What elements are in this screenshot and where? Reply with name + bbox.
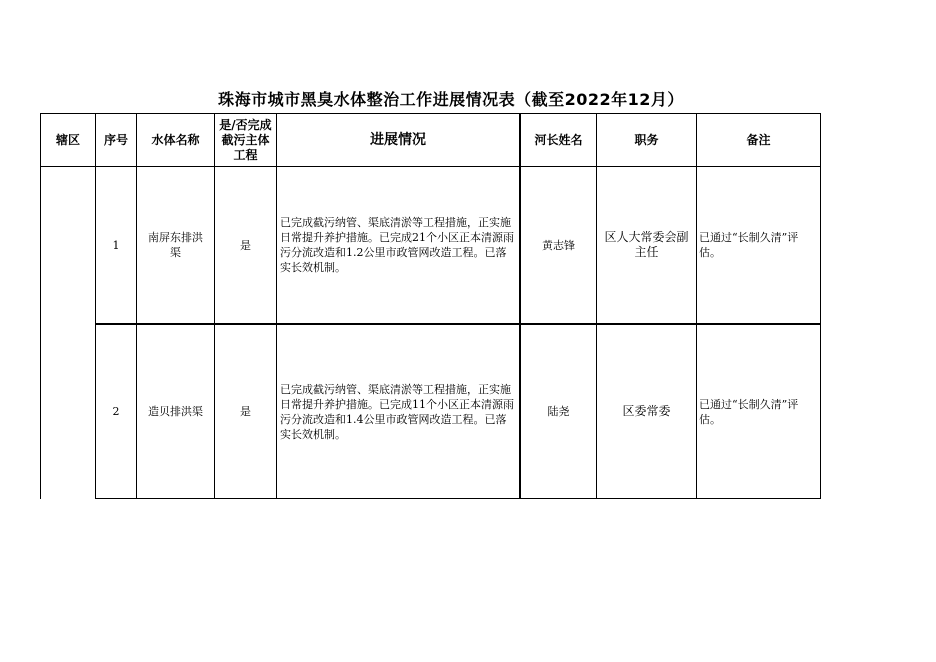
header-progress: 进展情况 — [370, 131, 426, 148]
header-position: 职务 — [634, 132, 659, 147]
row-remarks: 已通过“长制久清”评估。 — [699, 231, 799, 259]
row-progress: 已完成截污纳管、渠底清淤等工程措施，正实施日常提升养护措施。已完成11个小区正本清源雨污分流改造和1.4公里市政管网改造工程。已落实长效机制。 — [280, 382, 514, 441]
row-intercepted: 是 — [240, 238, 251, 252]
header-remarks: 备注 — [746, 132, 771, 147]
row-water-body: 南屏东排洪渠 — [148, 231, 203, 259]
table-right-border — [820, 113, 821, 499]
row-remarks: 已通过“长制久清”评估。 — [699, 397, 799, 426]
row-position: 区人大常委会副主任 — [604, 230, 689, 259]
table-left-border — [40, 113, 41, 499]
row-river-chief: 陆尧 — [547, 405, 570, 418]
header-water-body: 水体名称 — [151, 132, 200, 147]
page-title: 珠海市城市黑臭水体整治工作进展情况表（截至2022年12月） — [218, 90, 684, 109]
header-river-chief: 河长姓名 — [534, 132, 583, 147]
header-seq: 序号 — [103, 132, 128, 147]
row-progress: 已完成截污纳管、渠底清淤等工程措施，正实施日常提升养护措施。已完成21个小区正本清源雨污分流改造和1.2公里市政管网改造工程。已落实长效机制。 — [280, 216, 514, 274]
row-position: 区委常委 — [622, 404, 671, 418]
row-water-body: 造贝排洪渠 — [148, 405, 203, 418]
row-seq: 1 — [112, 238, 120, 252]
progress-table — [40, 113, 820, 499]
header-district: 辖区 — [55, 132, 80, 147]
row-seq: 2 — [112, 405, 120, 418]
row-intercepted: 是 — [240, 405, 251, 418]
header-intercepted: 是/否完成截污主体工程 — [219, 117, 272, 162]
row-river-chief: 黄志锋 — [542, 238, 575, 252]
table-bottom-border — [95, 498, 821, 499]
